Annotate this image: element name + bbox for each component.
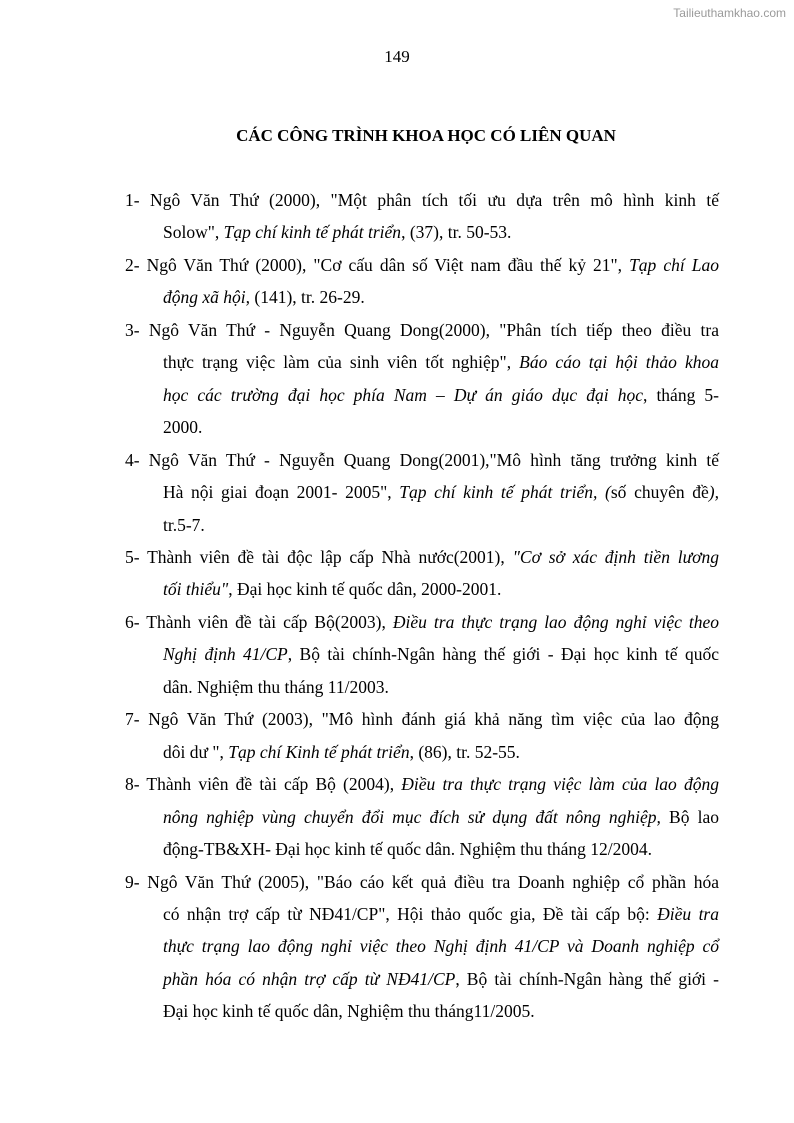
text: Đại học kinh tế quốc dân, Nghiệm thu tháng11/2005. [163, 1001, 535, 1022]
reference-line [125, 184, 719, 216]
italic-text: Tạp chí kinh tế phát triển [223, 222, 402, 243]
text: tr.5-7. [163, 514, 205, 535]
italic-text: học các trường đại học phía Nam – Dự án giáo dục đại học [163, 384, 643, 405]
italic-text: Tạp chí Lao [629, 254, 719, 275]
reference-item [125, 866, 719, 1028]
reference-item [125, 703, 719, 768]
reference-item [125, 768, 719, 865]
reference-line [125, 509, 719, 541]
italic-text: ), [708, 482, 719, 503]
text: dôi dư ", [163, 741, 229, 762]
reference-item [125, 314, 719, 444]
text: 1- Ngô Văn Thứ (2000), "Một phân tích tối ưu dựa trên mô hình kinh tế [125, 190, 719, 210]
text: Solow", [163, 222, 224, 243]
text: , tháng 5- [642, 384, 719, 405]
reference-line [125, 411, 719, 443]
reference-line [125, 898, 719, 930]
italic-text: thực trạng lao động nghỉ việc theo Nghị định 41/CP và Doanh nghiệp cổ [163, 936, 719, 957]
reference-line [125, 444, 719, 476]
reference-item [125, 184, 719, 249]
reference-line [125, 866, 719, 898]
reference-item [125, 606, 719, 703]
reference-line [125, 216, 719, 248]
italic-text: Nghị định 41/CP [163, 644, 288, 665]
page-number: 149 [384, 47, 410, 66]
reference-list [125, 184, 719, 1028]
text: , (86), tr. 52-55. [409, 741, 520, 762]
reference-line [125, 379, 719, 411]
text: số chuyên đề [610, 482, 709, 503]
reference-line [125, 476, 719, 508]
italic-text: Điều tra thực trạng việc làm của lao động [401, 774, 719, 795]
reference-item [125, 444, 719, 541]
italic-text: Điều tra thực trạng lao động nghỉ việc theo [392, 611, 719, 632]
text: 8- Thành viên đề tài cấp Bộ (2004), [125, 774, 402, 795]
text: , Bộ tài chính-Ngân hàng thế giới - [455, 968, 719, 989]
italic-text: Tạp chí Kinh tế phát triển [228, 741, 410, 762]
text: , Bộ tài chính-Ngân hàng thế giới - Đại học kinh tế quốc [287, 644, 719, 665]
text: 5- Thành viên đề tài độc lập cấp Nhà nước(2001), [125, 546, 513, 567]
reference-line [125, 703, 719, 735]
reference-line [125, 606, 719, 638]
italic-text: động xã hội, [163, 287, 251, 308]
text: 3- Ngô Văn Thứ - Nguyễn Quang Dong(2000), "Phân tích tiếp theo điều tra [125, 319, 719, 340]
reference-line [125, 573, 719, 605]
italic-text: Điều tra [657, 903, 719, 924]
text: có nhận trợ cấp từ NĐ41/CP", Hội thảo quốc gia, Đề tài cấp bộ: [163, 903, 658, 924]
text: Bộ lao [660, 806, 719, 827]
text: 9- Ngô Văn Thứ (2005), "Báo cáo kết quả điều tra Doanh nghiệp cổ phần hóa [125, 871, 719, 892]
italic-text: Báo cáo tại hội thảo khoa [519, 352, 719, 373]
text: , (37), tr. 50-53. [401, 222, 512, 243]
reference-line [125, 963, 719, 995]
reference-line [125, 995, 719, 1027]
reference-line [125, 833, 719, 865]
italic-text: phần hóa có nhận trợ cấp từ NĐ41/CP [163, 968, 456, 989]
reference-line [125, 930, 719, 962]
text: , Đại học kinh tế quốc dân, 2000-2001. [228, 579, 502, 600]
watermark: Tailieuthamkhao.com [673, 6, 786, 20]
italic-text: Tạp chí kinh tế phát triển, ( [399, 482, 611, 503]
reference-line [125, 638, 719, 670]
text: 2000. [163, 417, 203, 438]
text: dân. Nghiệm thu tháng 11/2003. [163, 676, 389, 697]
reference-line [125, 281, 719, 313]
reference-item [125, 249, 719, 314]
reference-line [125, 314, 719, 346]
text: 4- Ngô Văn Thứ - Nguyễn Quang Dong(2001),"Mô hình tăng trưởng kinh tế [125, 449, 719, 470]
italic-text: nông nghiệp vùng chuyển đổi mục đích sử dụng đất nông nghiệp, [163, 806, 661, 827]
reference-line [125, 346, 719, 378]
page-title: CÁC CÔNG TRÌNH KHOA HỌC CÓ LIÊN QUAN [236, 126, 616, 145]
reference-line [125, 768, 719, 800]
text: Hà nội giai đoạn 2001- 2005", [163, 482, 400, 503]
text: 7- Ngô Văn Thứ (2003), "Mô hình đánh giá khả năng tìm việc của lao động [125, 709, 719, 730]
text: 2- Ngô Văn Thứ (2000), "Cơ cấu dân số Việt nam đầu thế kỷ 21", [125, 254, 630, 275]
reference-line [125, 801, 719, 833]
text: (141), tr. 26-29. [250, 287, 365, 308]
reference-line [125, 736, 719, 768]
text: thực trạng việc làm của sinh viên tốt nghiệp", [163, 352, 520, 373]
reference-line [125, 671, 719, 703]
reference-line [125, 249, 719, 281]
text: động-TB&XH- Đại học kinh tế quốc dân. Nghiệm thu tháng 12/2004. [163, 839, 652, 860]
text: 6- Thành viên đề tài cấp Bộ(2003), [125, 611, 393, 632]
italic-text: "Cơ sở xác định tiền lương [512, 546, 719, 567]
italic-text: tối thiểu" [163, 579, 229, 600]
reference-item [125, 541, 719, 606]
reference-line [125, 541, 719, 573]
